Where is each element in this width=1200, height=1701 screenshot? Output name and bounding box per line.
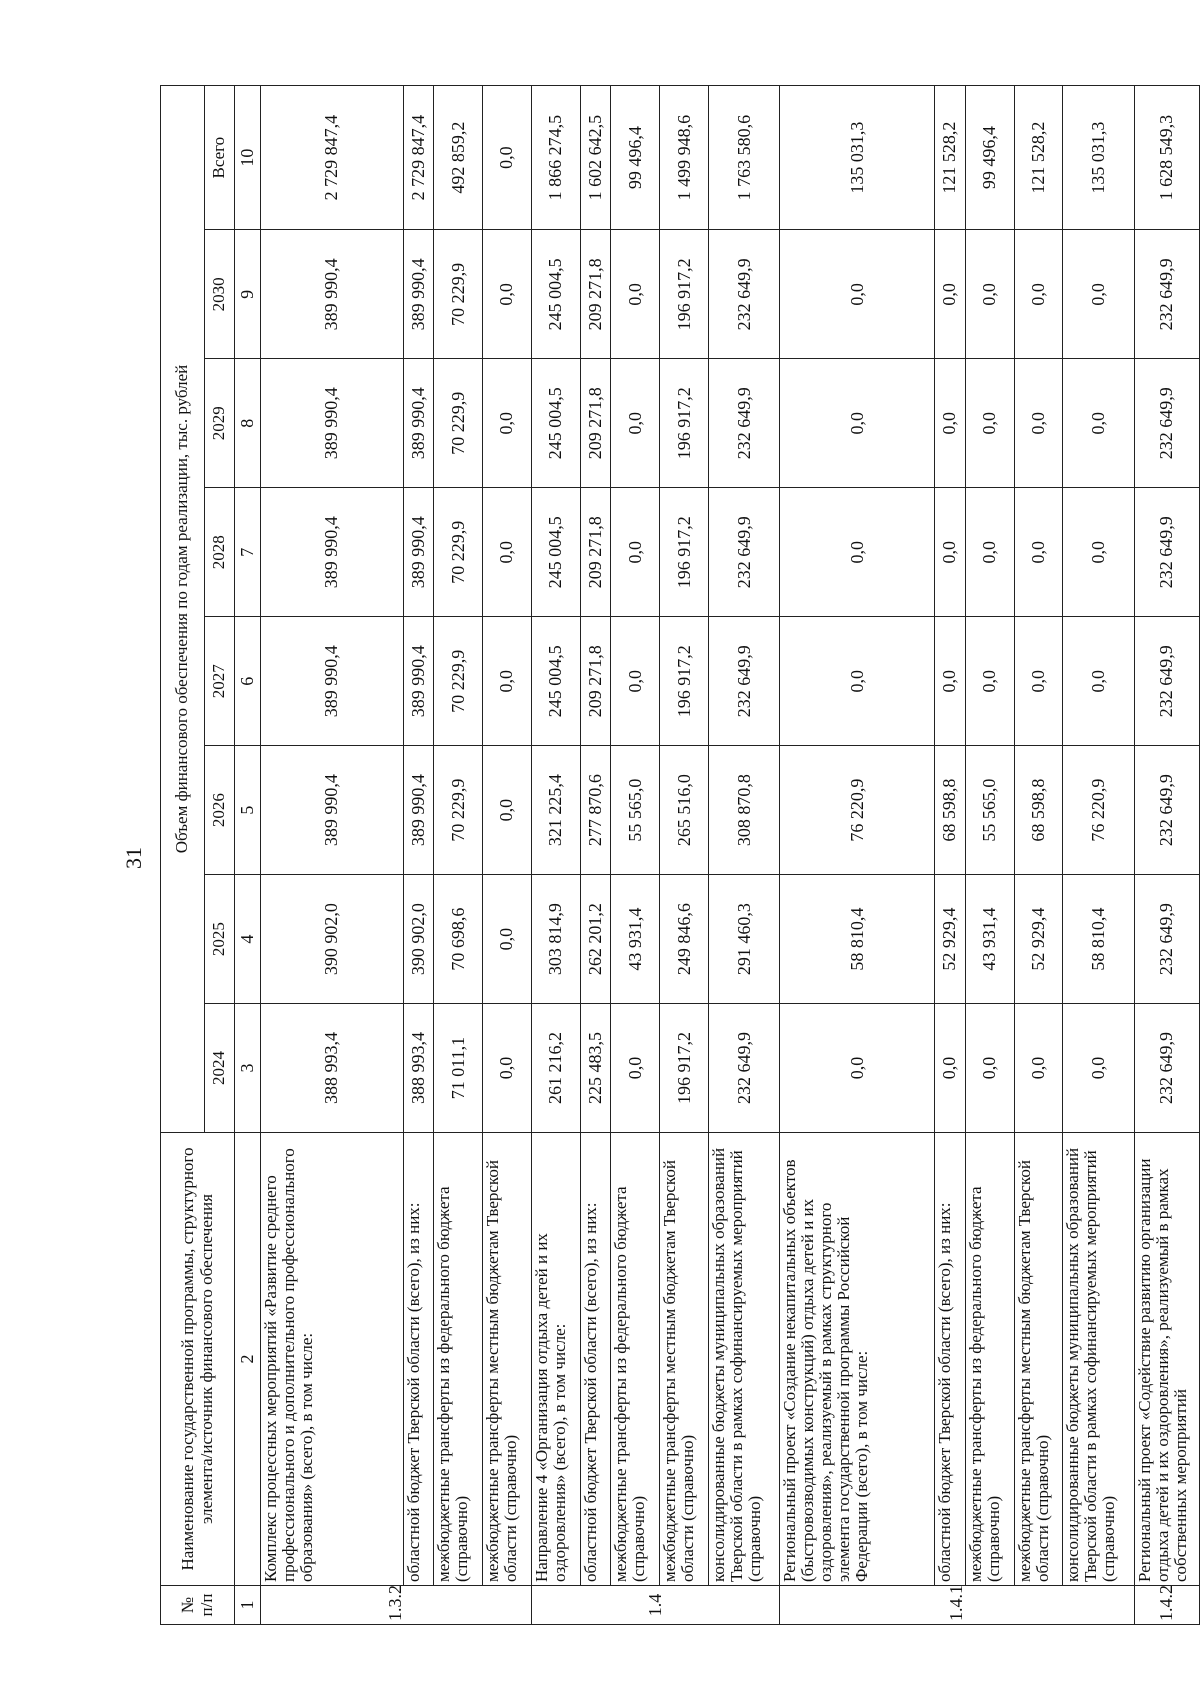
value-cell: 245 004,5 (531, 359, 580, 488)
row-name: Региональный проект «Создание некапитальных объектов (быстровозводимых конструкций) отдыха детей и их оздоровления», реализуемый в рамках структурного элемента государственной программы Российской Федерации (всего), в том числе: (780, 1133, 935, 1586)
value-cell: 70 229,9 (434, 746, 483, 875)
value-cell: 0,0 (483, 746, 532, 875)
header-year: 2025 (205, 875, 235, 1004)
value-cell: 232 649,9 (1134, 875, 1199, 1004)
value-cell: 196 917,2 (660, 1004, 709, 1133)
row-name: Комплекс процессных мероприятий «Развитие среднего профессионального и дополнительного профессионального образования» (всего), в том числе: (261, 1133, 404, 1586)
value-cell: 209 271,8 (580, 230, 611, 359)
header-year: Всего (205, 86, 235, 230)
value-cell: 196 917,2 (660, 617, 709, 746)
value-cell: 0,0 (483, 488, 532, 617)
value-cell: 1 628 549,3 (1134, 86, 1199, 230)
value-cell: 390 902,0 (261, 875, 404, 1004)
table-row (965, 86, 1014, 1625)
value-cell: 0,0 (965, 359, 1014, 488)
value-cell: 277 870,6 (580, 746, 611, 875)
value-cell: 232 649,9 (709, 1004, 780, 1133)
value-cell: 0,0 (1063, 617, 1134, 746)
header-no: № п/п (161, 1586, 235, 1625)
row-name: межбюджетные трансферты местным бюджетам Тверской области (справочно) (1014, 1133, 1063, 1586)
value-cell: 0,0 (1014, 488, 1063, 617)
row-name: межбюджетные трансферты из федерального бюджета (справочно) (965, 1133, 1014, 1586)
value-cell: 0,0 (483, 230, 532, 359)
row-name: межбюджетные трансферты из федерального бюджета (справочно) (611, 1133, 660, 1586)
value-cell: 262 201,2 (580, 875, 611, 1004)
value-cell: 0,0 (780, 1004, 935, 1133)
column-number: 8 (235, 359, 261, 488)
value-cell: 58 810,4 (780, 875, 935, 1004)
value-cell: 389 990,4 (403, 488, 434, 617)
value-cell: 232 649,9 (709, 617, 780, 746)
value-cell: 55 565,0 (965, 746, 1014, 875)
row-name: консолидированные бюджеты муниципальных образований Тверской области в рамках софинансируемых мероприятий (справочно) (1063, 1133, 1134, 1586)
value-cell: 388 993,4 (261, 1004, 404, 1133)
value-cell: 0,0 (935, 617, 966, 746)
value-cell: 390 902,0 (403, 875, 434, 1004)
table-row (434, 86, 483, 1625)
value-cell: 70 229,9 (434, 359, 483, 488)
row-index: 1.4.2 (1134, 1586, 1199, 1625)
value-cell: 232 649,9 (1134, 617, 1199, 746)
value-cell: 0,0 (1014, 617, 1063, 746)
value-cell: 70 229,9 (434, 488, 483, 617)
financing-table (160, 85, 1200, 1625)
value-cell: 70 698,6 (434, 875, 483, 1004)
row-name: областной бюджет Тверской области (всего), из них: (580, 1133, 611, 1586)
value-cell: 232 649,9 (709, 230, 780, 359)
value-cell: 0,0 (1063, 359, 1134, 488)
value-cell: 0,0 (1063, 230, 1134, 359)
value-cell: 389 990,4 (261, 746, 404, 875)
value-cell: 135 031,3 (780, 86, 935, 230)
row-name: межбюджетные трансферты местным бюджетам Тверской области (справочно) (660, 1133, 709, 1586)
value-cell: 209 271,8 (580, 359, 611, 488)
value-cell: 99 496,4 (611, 86, 660, 230)
header-year: 2028 (205, 488, 235, 617)
table-row (580, 86, 611, 1625)
value-cell: 1 499 948,6 (660, 86, 709, 230)
value-cell: 70 229,9 (434, 617, 483, 746)
value-cell: 0,0 (483, 875, 532, 1004)
table-row (531, 86, 580, 1625)
value-cell: 245 004,5 (531, 617, 580, 746)
value-cell: 303 814,9 (531, 875, 580, 1004)
table-row (1014, 86, 1063, 1625)
value-cell: 265 516,0 (660, 746, 709, 875)
value-cell: 0,0 (965, 617, 1014, 746)
row-name: Региональный проект «Содействие развитию организации отдыха детей и их оздоровления», реализуемый в рамках собственных мероприятий (1134, 1133, 1199, 1586)
table-row (403, 86, 434, 1625)
value-cell: 0,0 (483, 1004, 532, 1133)
value-cell: 388 993,4 (403, 1004, 434, 1133)
value-cell: 232 649,9 (1134, 359, 1199, 488)
column-number: 2 (235, 1133, 261, 1586)
header-volume: Объем финансового обеспечения по годам реализации, тыс. рублей (161, 86, 205, 1133)
column-number: 4 (235, 875, 261, 1004)
value-cell: 1 866 274,5 (531, 86, 580, 230)
value-cell: 68 598,8 (935, 746, 966, 875)
value-cell: 0,0 (965, 488, 1014, 617)
column-number: 5 (235, 746, 261, 875)
header-name: Наименование государственной программы, структурного элемента/источник финансового обеспечения (161, 1133, 235, 1586)
value-cell: 76 220,9 (1063, 746, 1134, 875)
column-number: 10 (235, 86, 261, 230)
value-cell: 76 220,9 (780, 746, 935, 875)
table-row (935, 86, 966, 1625)
value-cell: 0,0 (935, 1004, 966, 1133)
value-cell: 245 004,5 (531, 488, 580, 617)
value-cell: 232 649,9 (1134, 1004, 1199, 1133)
value-cell: 0,0 (483, 617, 532, 746)
column-number: 6 (235, 617, 261, 746)
table-row (780, 86, 935, 1625)
value-cell: 0,0 (1063, 488, 1134, 617)
value-cell: 0,0 (483, 359, 532, 488)
value-cell: 71 011,1 (434, 1004, 483, 1133)
table-row (261, 86, 404, 1625)
value-cell: 43 931,4 (611, 875, 660, 1004)
value-cell: 2 729 847,4 (403, 86, 434, 230)
value-cell: 99 496,4 (965, 86, 1014, 230)
value-cell: 261 216,2 (531, 1004, 580, 1133)
row-index: 1.3.2 (261, 1586, 532, 1625)
value-cell: 232 649,9 (709, 359, 780, 488)
header-year: 2029 (205, 359, 235, 488)
value-cell: 0,0 (1014, 230, 1063, 359)
value-cell: 389 990,4 (261, 359, 404, 488)
row-name: межбюджетные трансферты из федерального бюджета (справочно) (434, 1133, 483, 1586)
value-cell: 0,0 (965, 230, 1014, 359)
value-cell: 209 271,8 (580, 488, 611, 617)
value-cell: 43 931,4 (965, 875, 1014, 1004)
value-cell: 52 929,4 (935, 875, 966, 1004)
value-cell: 0,0 (780, 617, 935, 746)
rotated-table-container (160, 85, 1200, 1625)
value-cell: 0,0 (611, 1004, 660, 1133)
value-cell: 0,0 (1014, 359, 1063, 488)
value-cell: 0,0 (1014, 1004, 1063, 1133)
value-cell: 492 859,2 (434, 86, 483, 230)
value-cell: 121 528,2 (1014, 86, 1063, 230)
row-name: областной бюджет Тверской области (всего), из них: (403, 1133, 434, 1586)
column-number: 9 (235, 230, 261, 359)
value-cell: 308 870,8 (709, 746, 780, 875)
header-year: 2030 (205, 230, 235, 359)
column-number: 1 (235, 1586, 261, 1625)
value-cell: 389 990,4 (403, 746, 434, 875)
value-cell: 0,0 (965, 1004, 1014, 1133)
value-cell: 389 990,4 (403, 359, 434, 488)
value-cell: 70 229,9 (434, 230, 483, 359)
value-cell: 121 528,2 (935, 86, 966, 230)
value-cell: 196 917,2 (660, 359, 709, 488)
value-cell: 0,0 (611, 359, 660, 488)
value-cell: 209 271,8 (580, 617, 611, 746)
value-cell: 389 990,4 (403, 230, 434, 359)
row-name: областной бюджет Тверской области (всего), из них: (935, 1133, 966, 1586)
page-number: 31 (121, 847, 146, 869)
table-row (1063, 86, 1134, 1625)
value-cell: 321 225,4 (531, 746, 580, 875)
value-cell: 196 917,2 (660, 230, 709, 359)
table-row (483, 86, 532, 1625)
value-cell: 135 031,3 (1063, 86, 1134, 230)
value-cell: 232 649,9 (709, 488, 780, 617)
value-cell: 0,0 (780, 230, 935, 359)
value-cell: 52 929,4 (1014, 875, 1063, 1004)
table-row (660, 86, 709, 1625)
value-cell: 249 846,6 (660, 875, 709, 1004)
value-cell: 55 565,0 (611, 746, 660, 875)
value-cell: 0,0 (611, 617, 660, 746)
value-cell: 1 602 642,5 (580, 86, 611, 230)
column-number: 3 (235, 1004, 261, 1133)
value-cell: 389 990,4 (261, 617, 404, 746)
value-cell: 232 649,9 (1134, 230, 1199, 359)
header-year: 2026 (205, 746, 235, 875)
table-row (1134, 86, 1199, 1625)
value-cell: 0,0 (935, 359, 966, 488)
value-cell: 245 004,5 (531, 230, 580, 359)
value-cell: 225 483,5 (580, 1004, 611, 1133)
value-cell: 0,0 (611, 230, 660, 359)
value-cell: 58 810,4 (1063, 875, 1134, 1004)
row-name: межбюджетные трансферты местным бюджетам Тверской области (справочно) (483, 1133, 532, 1586)
row-name: Направление 4 «Организация отдыха детей и их оздоровления» (всего), в том числе: (531, 1133, 580, 1586)
row-index: 1.4 (531, 1586, 779, 1625)
value-cell: 0,0 (935, 488, 966, 617)
table-row (611, 86, 660, 1625)
value-cell: 389 990,4 (403, 617, 434, 746)
value-cell: 196 917,2 (660, 488, 709, 617)
value-cell: 0,0 (935, 230, 966, 359)
value-cell: 1 763 580,6 (709, 86, 780, 230)
value-cell: 68 598,8 (1014, 746, 1063, 875)
value-cell: 389 990,4 (261, 488, 404, 617)
value-cell: 232 649,9 (1134, 488, 1199, 617)
value-cell: 232 649,9 (1134, 746, 1199, 875)
value-cell: 0,0 (1063, 1004, 1134, 1133)
value-cell: 0,0 (483, 86, 532, 230)
value-cell: 0,0 (780, 359, 935, 488)
column-number: 7 (235, 488, 261, 617)
value-cell: 0,0 (780, 488, 935, 617)
value-cell: 0,0 (611, 488, 660, 617)
row-name: консолидированные бюджеты муниципальных образований Тверской области в рамках софинансируемых мероприятий (справочно) (709, 1133, 780, 1586)
row-index: 1.4.1 (780, 1586, 1134, 1625)
value-cell: 291 460,3 (709, 875, 780, 1004)
header-year: 2024 (205, 1004, 235, 1133)
value-cell: 389 990,4 (261, 230, 404, 359)
value-cell: 2 729 847,4 (261, 86, 404, 230)
table-row (709, 86, 780, 1625)
header-year: 2027 (205, 617, 235, 746)
